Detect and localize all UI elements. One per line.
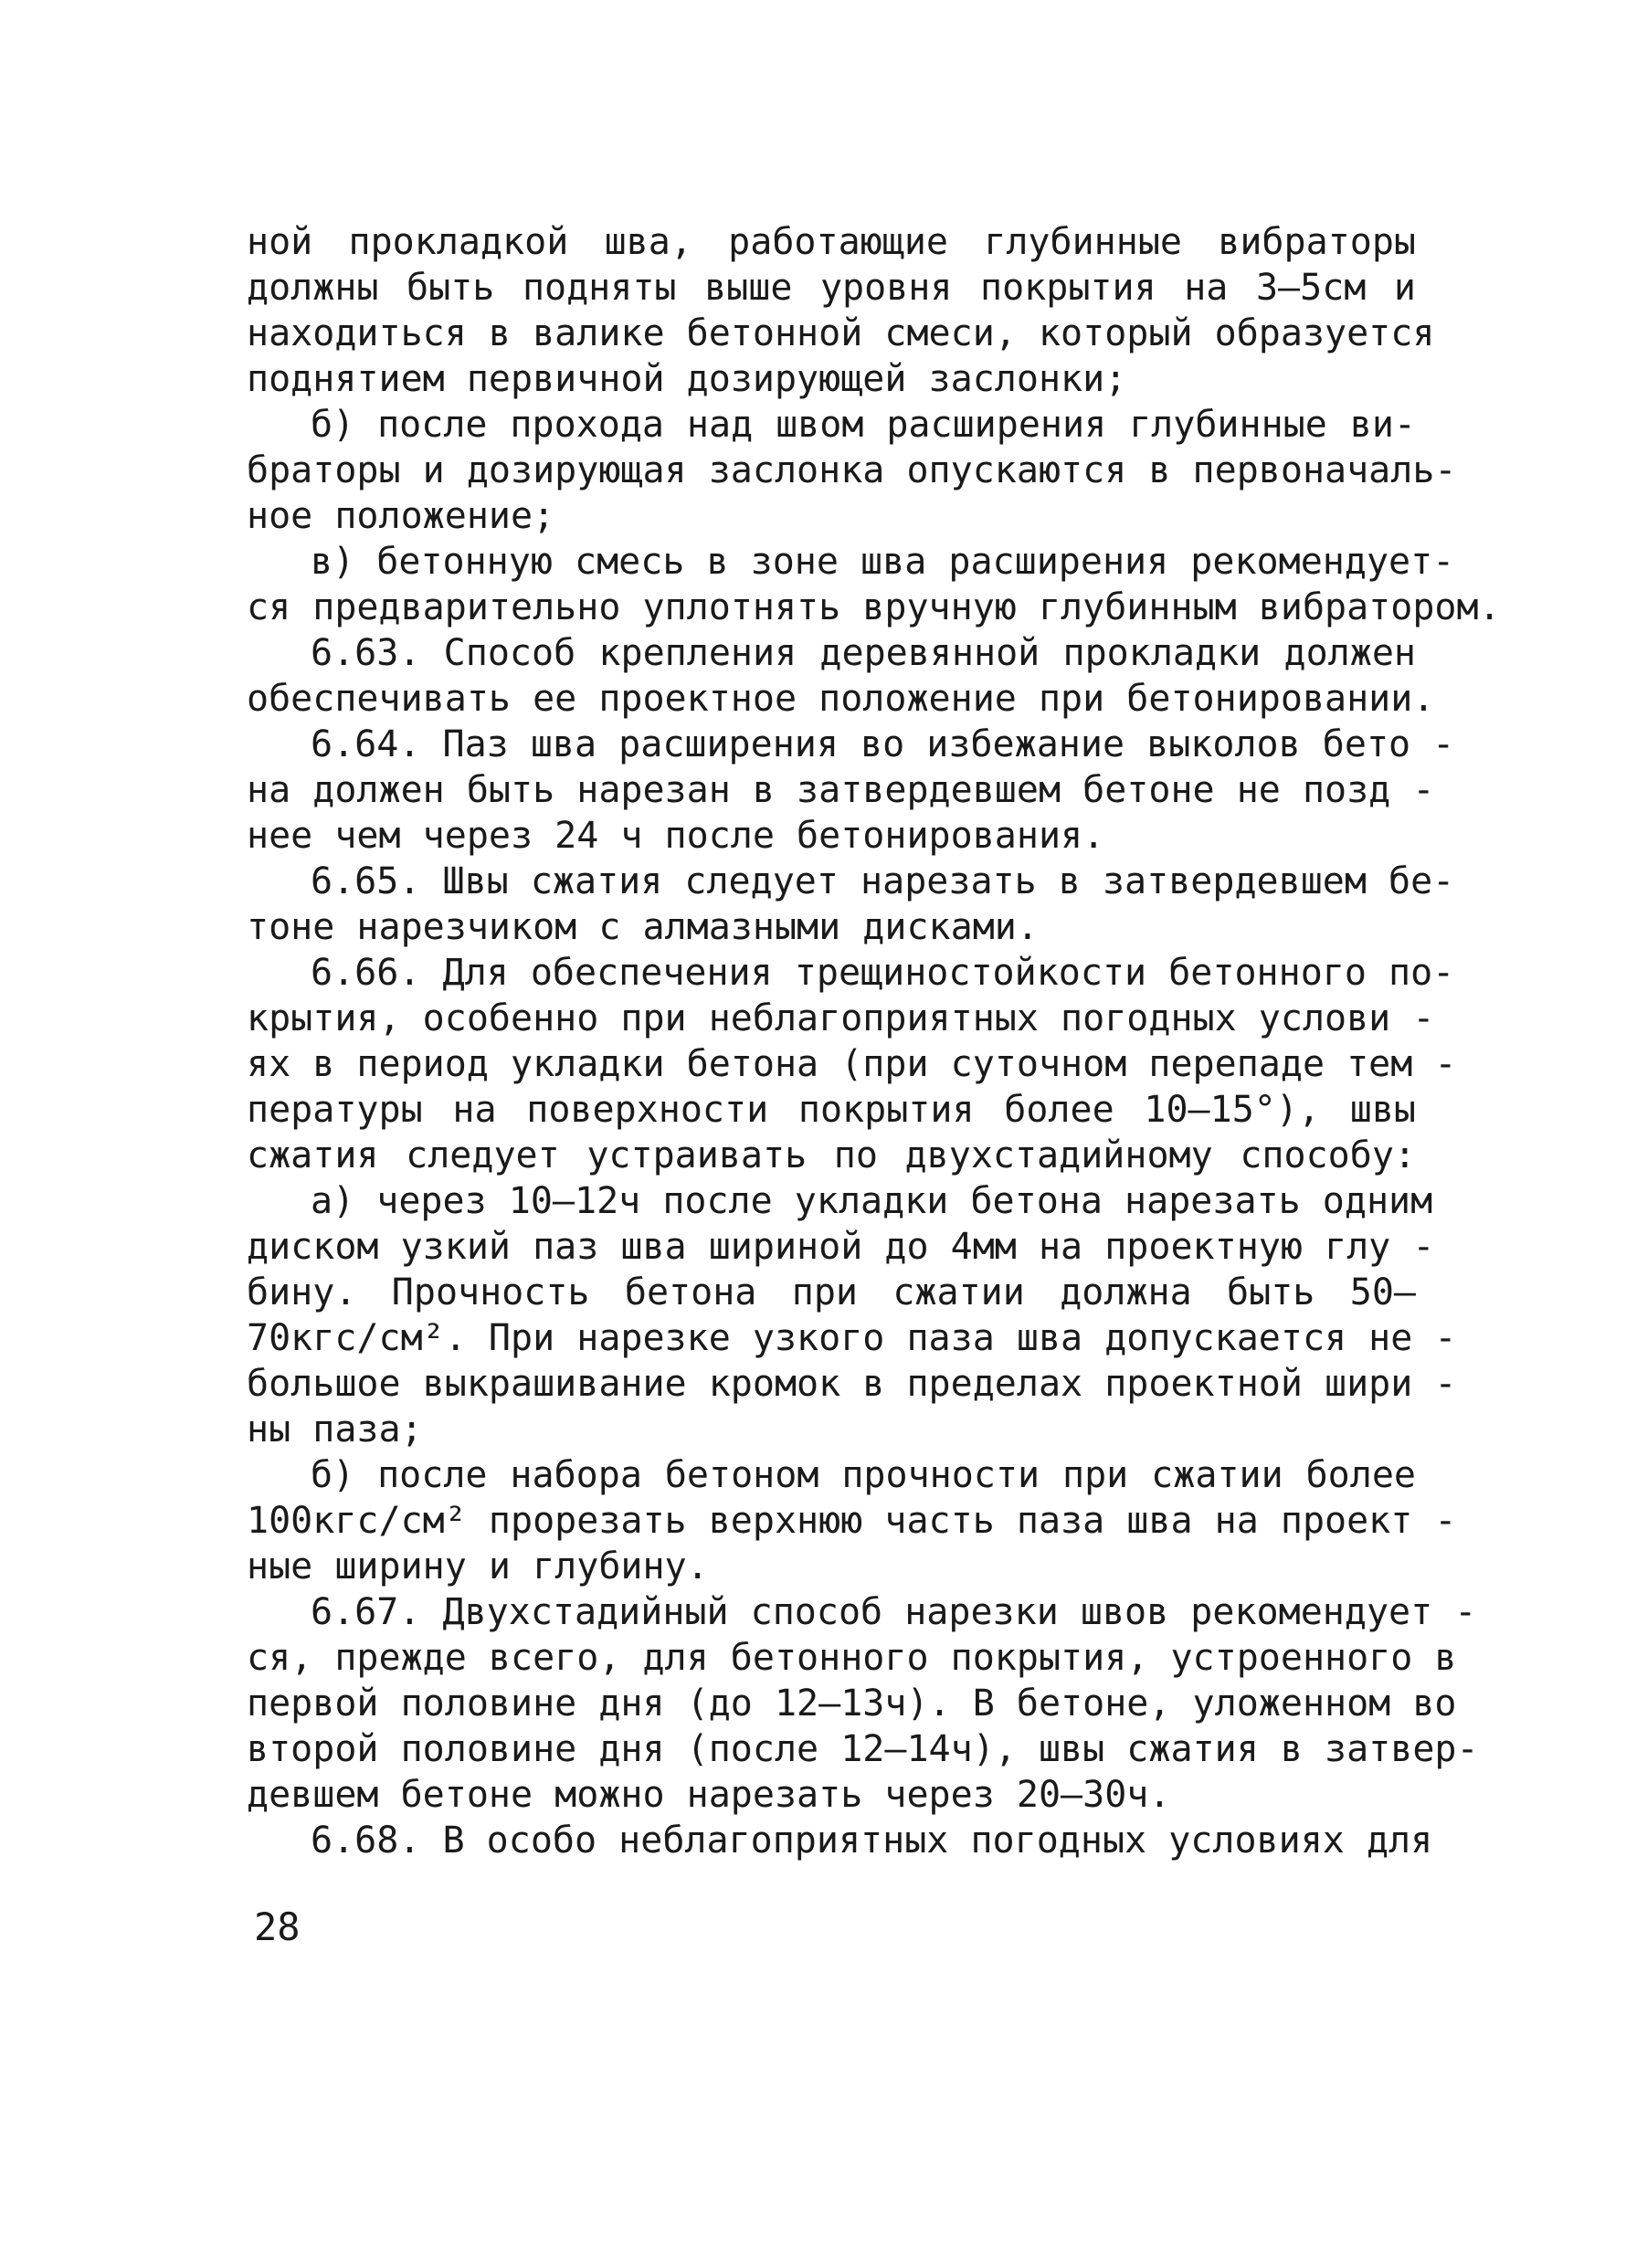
text-line: бину. Прочность бетона при сжатии должна быть 50– [247, 1271, 1416, 1313]
text-line: нее чем через 24 ч после бетонирования. [247, 815, 1105, 857]
text-line: ся, прежде всего, для бетонного покрытия, устроенного в [247, 1637, 1457, 1679]
text-line: крытия, особенно при неблагоприятных погодных услови - [247, 997, 1435, 1039]
text-line: б) после набора бетоном прочности при сжатии более [311, 1454, 1416, 1496]
text-line: поднятием первичной дозирующей заслонки; [247, 358, 1127, 400]
text-line: 6.65. Швы сжатия следует нарезать в затвердевшем бе- [311, 860, 1455, 902]
text-line: девшем бетоне можно нарезать через 20–30ч. [247, 1774, 1171, 1816]
text-line: диском узкий паз шва шириной до 4мм на проектную глу - [247, 1226, 1435, 1268]
text-line: тоне нарезчиком с алмазными дисками. [247, 906, 1039, 948]
text-line: 6.64. Паз шва расширения во избежание выколов бето - [311, 723, 1455, 765]
text-line: ся предварительно уплотнять вручную глубинным вибратором. [247, 586, 1501, 628]
body-text [247, 219, 1501, 1863]
text-line: должны быть подняты выше уровня покрытия на 3–5см и [247, 267, 1416, 309]
text-line: в) бетонную смесь в зоне шва расширения рекомендует- [311, 541, 1455, 583]
text-line: 6.67. Двухстадийный способ нарезки швов рекомендует - [311, 1591, 1477, 1633]
text-line: ные ширину и глубину. [247, 1545, 709, 1588]
page-number: 28 [254, 1904, 301, 1949]
text-line: сжатия следует устраивать по двухстадийному способу: [247, 1134, 1416, 1176]
text-line: ях в период укладки бетона (при суточном перепаде тем - [247, 1043, 1457, 1085]
text-line: 100кгс/см² прорезать верхнюю часть паза шва на проект - [247, 1500, 1457, 1542]
text-line: ны паза; [247, 1408, 423, 1450]
text-line: 6.68. В особо неблагоприятных погодных условиях для [311, 1820, 1433, 1862]
text-line: б) после прохода над швом расширения глубинные ви- [311, 404, 1416, 446]
text-line: второй половине дня (после 12–14ч), швы сжатия в затвер- [247, 1728, 1479, 1770]
text-line: ной прокладкой шва, работающие глубинные вибраторы [247, 221, 1416, 263]
text-line: 6.66. Для обеспечения трещиностойкости бетонного по- [311, 952, 1455, 994]
text-line: большое выкрашивание кромок в пределах проектной шири - [247, 1363, 1457, 1405]
text-line: ное положение; [247, 495, 555, 537]
text-line: обеспечивать ее проектное положение при бетонировании. [247, 678, 1435, 720]
text-line: первой половине дня (до 12–13ч). В бетоне, уложенном во [247, 1683, 1457, 1725]
text-line: находиться в валике бетонной смеси, который образуется [247, 312, 1435, 354]
text-line: 70кгс/см². При нарезке узкого паза шва допускается не - [247, 1317, 1457, 1359]
text-line: 6.63. Способ крепления деревянной прокладки должен [311, 632, 1416, 674]
text-line: на должен быть нарезан в затвердевшем бетоне не позд - [247, 769, 1435, 811]
text-line: а) через 10–12ч после укладки бетона нарезать одним [311, 1180, 1433, 1222]
text-line: браторы и дозирующая заслонка опускаются в первоначаль- [247, 449, 1457, 491]
text-line: пературы на поверхности покрытия более 10–15°), швы [247, 1089, 1416, 1131]
